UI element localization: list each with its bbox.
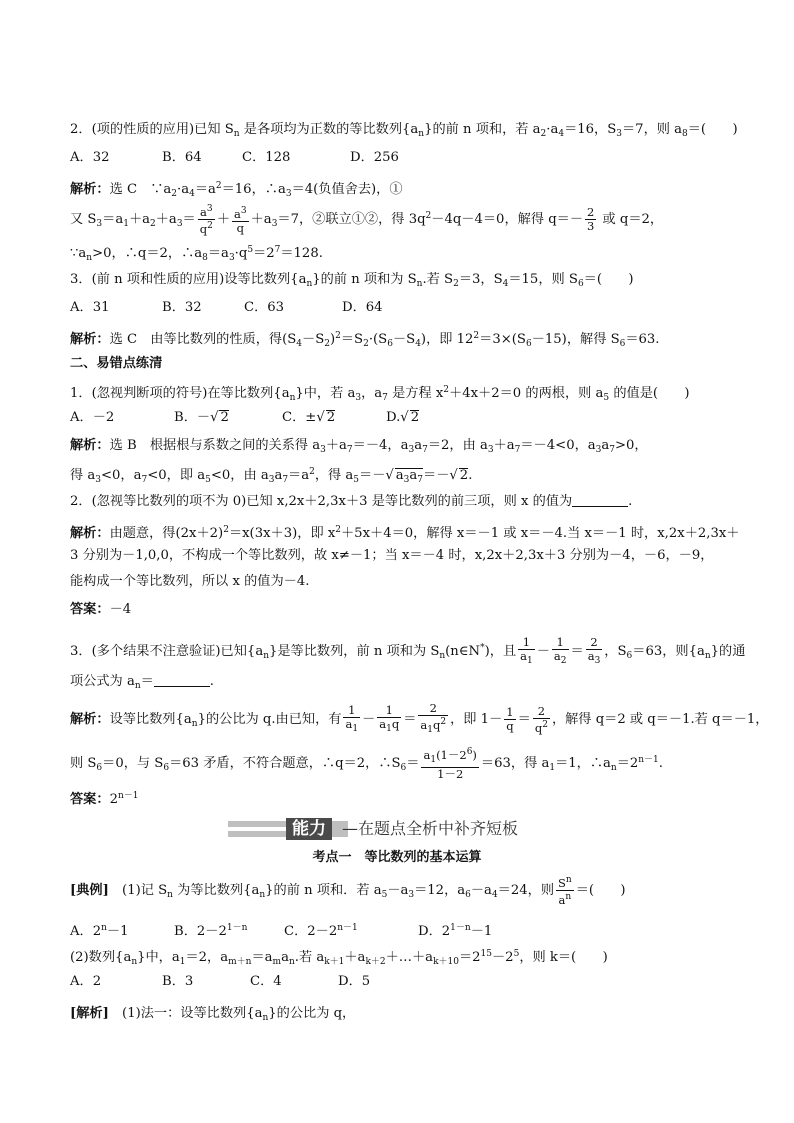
e1-options: [70, 408, 746, 428]
e3-solution-line2: 则 $S_6=0$，与 $S_6=63$ 矛盾，不符合题意，∴q＝2，$\therefore S_6=$ $\frac{a_1(1-2^6)}{1-2}$ ＝63，得 $a_1=1$，$\therefore a_n=2^{n-1}$.: [70, 747, 663, 781]
q3-options: [70, 298, 746, 318]
ex-option-a: A．2n－1: [70, 923, 129, 939]
ex-option-d: D．21－n－1: [418, 923, 493, 939]
answer-blank: [572, 493, 628, 507]
banner-title: 能力: [286, 818, 332, 840]
q3-solution: 解析：选 C 由等比数列的性质，得$(S_4-S_2)^2=S_2\cdot(S_6-S_4)$，即 $12^2=3\times(S_6-15)$，解得 $S_6=63$.: [70, 331, 660, 349]
e1-option-a: A．－2: [70, 410, 115, 425]
q2-options: [70, 148, 746, 168]
section-title: 二、易错点练清: [70, 356, 163, 371]
example-options1: [70, 918, 746, 942]
q2-option-d: D．256: [350, 150, 399, 165]
q3-option-d: D．64: [342, 300, 383, 315]
topic-title: 考点一 等比数列的基本运算: [312, 850, 482, 865]
e1-option-d: D.√ 2: [386, 410, 420, 425]
q2-option-b: B．64: [162, 150, 202, 165]
example-question2: (2)数列$\{a_n\}$中，$a_1=2$，$a_{m+n}=a_ma_n$.若 $a_{k+1}+a_{k+2}+\dots+a_{k+10}=2^{15}-2^5$，则 k＝( ): [70, 949, 608, 967]
ex2-option-d: D．5: [338, 974, 371, 989]
e2-solution-line2: 3 分别为－1,0,0，不构成一个等比数列，故 x≠－1；当 x＝－4 时，x,2x＋2,3x＋3 分别为－4，－6，－9，: [70, 548, 714, 563]
e1-stem: 1．(忽视判断项的符号)在等比数列$\{a_n\}$中，若 $a_3$，$a_7$ 是方程 $x^2+4x+2=0$ 的两根，则 $a_5$ 的值是( ): [70, 385, 690, 403]
e3-answer: 答案：$2^{n-1}$: [70, 791, 139, 807]
q2-solution-line1: 解析：选 C $\because a_2\cdot a_4=a^2=16$，$\therefore a_3=4$(负值舍去)，①: [70, 181, 403, 199]
q2-option-c: C．128: [242, 150, 291, 165]
e1-solution-line1: 解析：选 B 根据根与系数之间的关系得 $a_3+a_7=-4$，$a_3a_7=2$，由 $a_3+a_7=-4<0$，$a_3a_7>0$，: [70, 438, 648, 455]
section-banner: [228, 818, 568, 840]
example-solution: [解析] (1)法一：设等比数列$\{a_n\}$的公比为 q，: [70, 1006, 356, 1023]
e2-solution-line3: 能构成一个等比数列，所以 x 的值为－4.: [70, 574, 310, 589]
e3-stem: 3．(多个结果不注意验证)已知$\{a_n\}$是等比数列，前 n 项和为 $S_n(n\in N^*)$，且 $\frac{1}{a_1}$ － $\frac{1}{a_2}$ ＝ $\frac{2}{a_3}$ ，$S_6=63$，则$\{a_n\}$的通: [70, 634, 746, 666]
e2-answer: 答案：－4: [70, 602, 132, 617]
ex2-option-a: A．2: [70, 974, 102, 989]
e1-solution-line2: 得 $a_3<0$，$a_7<0$，即 $a_5<0$，由 $a_3a_7=a^2$，得 $a_5=-√$ $a_3a_7=-√$ 2.: [70, 467, 473, 485]
ex-option-c: C．2－2n－1: [284, 923, 358, 939]
q2-solution-line2: 又 $S_3=a_1+a_2+a_3=$ $\frac{a^3}{q^2}$ ＋ $\frac{a^3}{q}$ $+a_3=7$，②联立①②，得 $3q^2-4q-4=0$，解得 q＝－ $\frac{2}{3}$ 或 q＝2，: [70, 204, 664, 236]
answer-blank: [154, 673, 210, 687]
e1-option-b: B．－√ 2: [174, 410, 229, 425]
ex-option-b: B．2－21－n: [174, 923, 248, 939]
q3-stem: 3．(前 n 项和性质的应用)设等比数列$\{a_n\}$的前 n 项和为 $S_n$.若 $S_2=3$，$S_4=15$，则 $S_6=$( ): [70, 272, 634, 289]
q2-solution-line3: $\because a_n>0$，∴q＝2，$\therefore a_8=a_3\cdot q^5=2^7=128$.: [70, 245, 323, 263]
e2-stem: 2．(忽视等比数列的项不为 0)已知 x,2x＋2,3x＋3 是等比数列的前三项，则 x 的值为 .: [70, 494, 633, 509]
example-question1: [典例] (1)记 $S_n$ 为等比数列$\{a_n\}$的前 n 项和．若 $a_5-a_3=12$，$a_6-a_4=24$，则 $\frac{S^n}{a^n}$ ＝( ): [70, 875, 626, 907]
ex2-option-b: B．3: [162, 974, 194, 989]
q3-option-a: A．31: [70, 300, 110, 315]
e3-stem-line2: 项公式为 $a_n=$ .: [70, 674, 214, 691]
e2-solution-line1: 解析：由题意，得$(2x+2)^2=x(3x+3)$，即 $x^2+5x+4=0$，解得 x＝－1 或 x＝－4.当 x＝－1 时，x,2x＋2,3x＋: [70, 525, 740, 541]
e3-solution-line1: 解析：设等比数列$\{a_n\}$的公比为 q.由已知，有 $\frac{1}{a_1}$ － $\frac{1}{a_1q}$ ＝ $\frac{2}{a_1q^2}$ ，即 1－ $\frac{1}{q}$ ＝ $\frac{2}{q^2}$ ，解得 q＝2 或 q＝－1.若 q＝－1，: [70, 701, 769, 735]
banner-subtitle: —在题点全析中补齐短板: [342, 819, 519, 838]
q2-option-a: A．32: [70, 150, 110, 165]
q3-option-b: B．32: [162, 300, 202, 315]
q3-option-c: C．63: [244, 300, 285, 315]
ex2-option-c: C．4: [250, 974, 282, 989]
e1-option-c: C．±√ 2: [282, 410, 336, 425]
example-options2: [70, 972, 746, 992]
q2-stem: 2．(项的性质的应用)已知 $S_n$ 是各项均为正数的等比数列$\{a_n\}$的前 n 项和，若 $a_2\cdot a_4=16$，$S_3=7$，则 $a_8=$( ): [70, 122, 738, 139]
